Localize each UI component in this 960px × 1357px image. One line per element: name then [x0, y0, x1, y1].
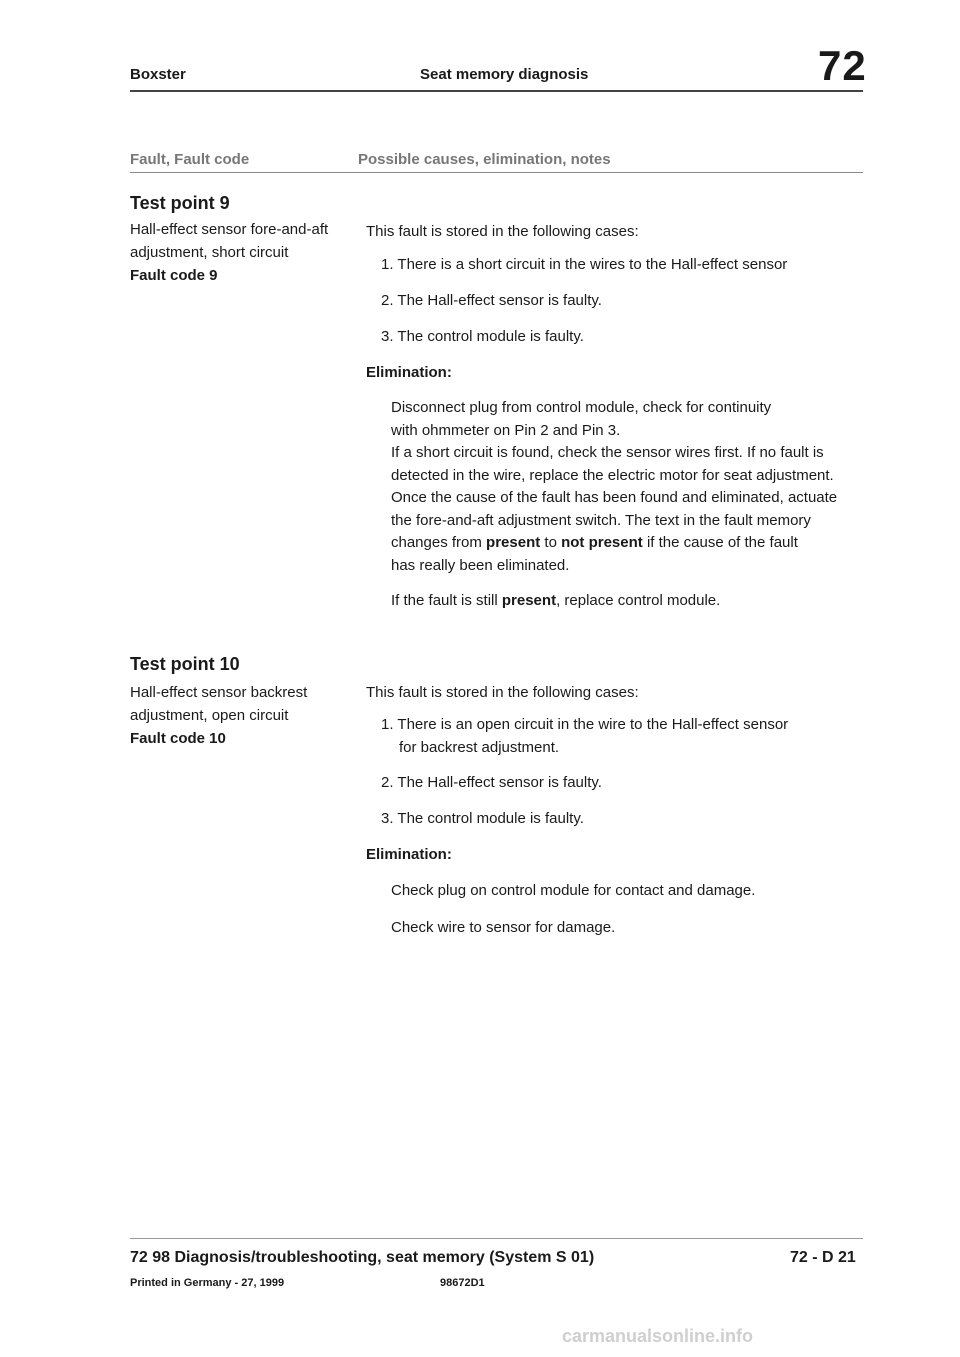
final-instruction	[391, 590, 871, 613]
final-text: , replace control module.	[556, 592, 721, 609]
check-item: Check wire to sensor for damage.	[391, 919, 616, 936]
description-line: adjustment, open circuit	[130, 707, 289, 724]
footer-rule	[130, 1238, 863, 1239]
test-point-9-description	[130, 218, 340, 287]
elimination-label: Elimination:	[366, 846, 452, 863]
footer-code: 98672D1	[440, 1277, 485, 1289]
final-text: If the fault is still	[391, 592, 502, 609]
header-title: Seat memory diagnosis	[420, 66, 589, 83]
cause-item	[381, 713, 788, 759]
cause-line: for backrest adjustment.	[399, 739, 560, 756]
description-line: Hall-effect sensor fore-and-aft	[130, 221, 329, 238]
status-change-line	[391, 532, 871, 555]
instruction-line: Once the cause of the fault has been found and eliminated, actuate	[391, 489, 838, 506]
elimination-instructions	[391, 397, 871, 577]
instruction-line: the fore-and-aft adjustment switch. The text in the fault memory	[391, 511, 811, 529]
test-point-9-intro: This fault is stored in the following cases:	[366, 223, 639, 240]
test-point-10-description	[130, 681, 340, 750]
cause-item: 3. The control module is faulty.	[381, 328, 584, 345]
instruction-line: detected in the wire, replace the electric motor for seat adjustment.	[391, 466, 834, 484]
status-text: changes from	[391, 534, 487, 551]
footer-page-number: 72 - D 21	[790, 1249, 856, 1266]
cause-line: 1. There is an open circuit in the wire to the Hall-effect sensor	[381, 716, 789, 733]
instruction-line: with ohmmeter on Pin 2 and Pin 3.	[391, 421, 621, 439]
cause-item: 2. The Hall-effect sensor is faulty.	[381, 292, 602, 309]
test-point-10-intro: This fault is stored in the following cases:	[366, 684, 639, 701]
column-heading-causes: Possible causes, elimination, notes	[358, 151, 611, 168]
elimination-label: Elimination:	[366, 364, 452, 381]
instruction-line: has really been eliminated.	[391, 556, 570, 574]
test-point-10-title: Test point 10	[130, 654, 240, 674]
watermark: carmanualsonline.info	[562, 1326, 754, 1346]
footer-printed: Printed in Germany - 27, 1999	[130, 1277, 285, 1289]
header-section-number: 72	[818, 42, 867, 89]
cause-item: 3. The control module is faulty.	[381, 810, 584, 827]
present-keyword: present	[486, 534, 541, 551]
check-item: Check plug on control module for contact and damage.	[391, 882, 756, 899]
description-line: Hall-effect sensor backrest	[130, 684, 308, 701]
column-heading-rule	[130, 172, 863, 173]
fault-code-10: Fault code 10	[130, 730, 226, 747]
cause-item: 1. There is a short circuit in the wires to the Hall-effect sensor	[381, 256, 788, 273]
status-text: to	[540, 534, 562, 551]
description-line: adjustment, short circuit	[130, 244, 289, 261]
header-brand: Boxster	[130, 66, 186, 83]
footer-title: 72 98 Diagnosis/troubleshooting, seat memory (System S 01)	[130, 1249, 595, 1266]
not-present-keyword: not present	[561, 534, 643, 551]
present-keyword: present	[501, 592, 557, 609]
instruction-line: Disconnect plug from control module, check for continuity	[391, 399, 772, 416]
instruction-line: If a short circuit is found, check the sensor wires first. If no fault is	[391, 444, 824, 461]
status-text: if the cause of the fault	[642, 534, 798, 551]
fault-code-9: Fault code 9	[130, 267, 218, 284]
header-rule	[130, 90, 863, 92]
test-point-9-title: Test point 9	[130, 193, 230, 213]
column-heading-fault: Fault, Fault code	[130, 151, 250, 168]
cause-item: 2. The Hall-effect sensor is faulty.	[381, 774, 602, 791]
